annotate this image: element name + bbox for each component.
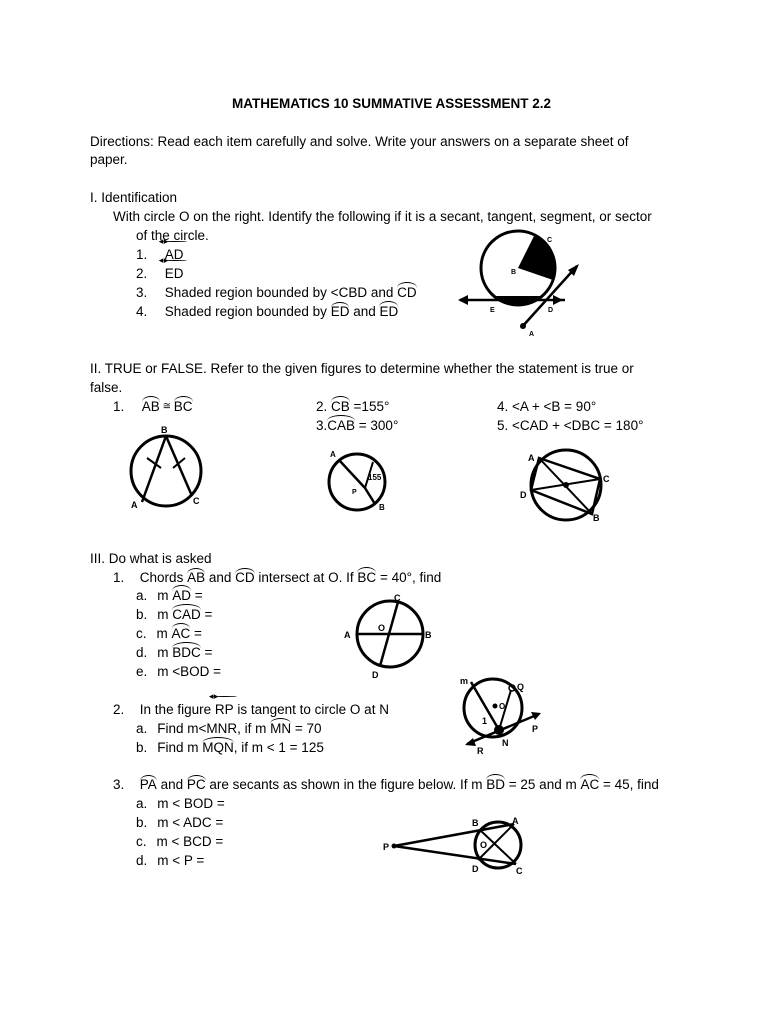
statement-text: = 300° (355, 418, 399, 433)
part3-heading: III. Do what is asked (90, 551, 212, 566)
arc-symbol: BC (357, 570, 377, 585)
q1-text-3: intersect at O. If (254, 570, 358, 585)
item-number: 1. (113, 570, 125, 585)
congruent-symbol: ≅ (159, 401, 174, 412)
item-number: 2. (113, 702, 125, 717)
q2-text-1: In the figure (139, 702, 215, 717)
directions-line-1: Directions: Read each item carefully and solve. Write your answers on a separate sheet of (90, 134, 629, 149)
q3-item-d: d. m < P = (136, 853, 205, 868)
arc-symbol: CB (331, 399, 350, 414)
q2-prompt (113, 702, 389, 718)
arc-symbol: BDC (172, 645, 201, 660)
fig-label-a: A (512, 816, 519, 826)
fig-label-p: P (352, 489, 357, 496)
item-number: 1. (113, 399, 125, 414)
part1-intro-1: With circle O on the right. Identify the following if it is a secant, tangent, segment, or sector (113, 209, 652, 224)
fig-label-b: B (472, 818, 479, 828)
item-number: 3. (113, 777, 125, 792)
part1-item-4 (136, 304, 398, 320)
line-symbol: RP ◂ ▸ (215, 702, 234, 718)
item-text: Shaded region bounded by <CBD and (164, 285, 398, 300)
q1-item-d: d. m BDC = (136, 645, 213, 660)
figure-circle-o-identification (455, 228, 595, 340)
q1-item-a: a. m AD = (136, 588, 203, 603)
q3-text-3: = 25 and m (505, 777, 581, 792)
figure-tf-3 (515, 448, 615, 522)
part1-item-3 (136, 285, 417, 301)
fig-label-b: B (593, 513, 600, 523)
arc-symbol: AC (171, 626, 191, 641)
q1-text-4: = 40°, find (376, 570, 442, 585)
q3-item-c: c. m < BCD = (136, 834, 224, 849)
arc-symbol: AB (141, 399, 160, 414)
q2-item-b: b. Find m MQN, if m < 1 = 125 (136, 740, 324, 755)
fig-label-d: D (472, 864, 479, 874)
fig-label-m: m (460, 676, 469, 686)
item-number: 3. (316, 418, 328, 433)
q3-text-1: and (156, 777, 187, 792)
segment-symbol: ED (330, 304, 350, 319)
q3-item-a: a. m < BOD = (136, 796, 225, 811)
item-number: 4. (136, 304, 148, 319)
arc-symbol: ED (379, 304, 399, 319)
tf-statement-2 (316, 399, 389, 415)
fig-label-c: C (193, 496, 200, 506)
statement-text: =155° (349, 399, 390, 414)
line-symbol: ED ◂ ▸ (165, 266, 184, 282)
q2-text-2: is tangent to circle O at N (233, 702, 389, 717)
fig-label-d: D (372, 670, 379, 680)
arc-symbol: CD (397, 285, 417, 300)
arc-symbol: MQN (202, 740, 234, 755)
part2-heading-2: false. (90, 380, 123, 395)
q1-text-1: Chords (139, 570, 188, 585)
fig-label-deg: 155 (368, 473, 382, 482)
q2-item-a: a. Find m<MNR, if m MN = 70 (136, 721, 322, 736)
fig-label-a: A (131, 500, 138, 510)
fig-label-r: R (477, 746, 484, 756)
item-text: Shaded region bounded by (164, 304, 331, 319)
q1-item-b: b. m CAD = (136, 607, 213, 622)
fig-label-d: D (520, 490, 527, 500)
fig-label-c: C (516, 866, 523, 876)
fig-label-c: C (603, 474, 610, 484)
arc-symbol: BD (486, 777, 506, 792)
figure-tf-1 (125, 422, 215, 514)
tf-statement-5: 5. <CAD + <DBC = 180° (497, 418, 644, 433)
fig-label-a: A (528, 453, 535, 463)
fig-label-p: P (383, 842, 390, 852)
item-number: 3. (136, 285, 148, 300)
fig-label-o: O (499, 702, 506, 711)
fig-label-p: P (532, 724, 539, 734)
fig-label-a: A (330, 450, 336, 459)
fig-label-o: O (378, 623, 386, 633)
arc-symbol: CAB (327, 418, 356, 433)
fig-label-b: B (511, 269, 517, 276)
fig-label-a: A (344, 630, 351, 640)
item-number: 1. (136, 247, 148, 262)
part1-intro-2: of the circle. (136, 228, 209, 243)
part1-heading: I. Identification (90, 190, 178, 205)
segment-symbol: CD (235, 570, 255, 585)
fig-label-b: B (161, 425, 168, 435)
q1-text-2: and (205, 570, 236, 585)
segment-symbol: PA (139, 777, 157, 792)
q3-prompt (113, 777, 659, 793)
q3-text-2: are secants as shown in the figure below. If m (205, 777, 487, 792)
tf-statement-1 (113, 399, 193, 415)
item-text-mid: and (349, 304, 380, 319)
fig-label-c: C (394, 593, 401, 603)
item-number: 2. (316, 399, 328, 414)
fig-label-b: B (379, 503, 385, 512)
arc-symbol: BC (173, 399, 193, 414)
figure-tf-2 (325, 446, 395, 516)
part2-heading-1: II. TRUE or FALSE. Refer to the given figures to determine whether the statement is true or (90, 361, 634, 376)
figure-q1-chords (340, 592, 440, 680)
arc-symbol: AD (172, 588, 192, 603)
q1-prompt (113, 570, 441, 586)
fig-label-e: E (490, 307, 495, 314)
figure-q3-secants (380, 810, 530, 880)
q1-item-e: e. m <BOD = (136, 664, 222, 679)
fig-label-1: 1 (482, 716, 488, 726)
segment-symbol: PC (186, 777, 206, 792)
q3-item-b: b. m < ADC = (136, 815, 224, 830)
fig-label-n: N (502, 738, 509, 748)
fig-label-c: C (547, 237, 553, 244)
figure-q2-tangent (455, 674, 555, 760)
tf-statement-4: 4. <A + <B = 90° (497, 399, 597, 414)
fig-label-a: A (529, 331, 535, 338)
arc-symbol: MN (270, 721, 292, 736)
fig-label-d: D (548, 307, 554, 314)
fig-label-o: O (480, 840, 488, 850)
segment-symbol: AB (187, 570, 206, 585)
page-title: MATHEMATICS 10 SUMMATIVE ASSESSMENT 2.2 (232, 96, 552, 111)
part1-item-2 (136, 266, 184, 282)
tf-statement-3 (316, 418, 398, 434)
fig-label-q: Q (517, 682, 525, 692)
arc-symbol: CAD (172, 607, 201, 622)
item-number: 2. (136, 266, 148, 281)
line-symbol: AD ◂ ▸ (165, 247, 184, 263)
q3-text-4: = 45, find (599, 777, 659, 792)
directions-line-2: paper. (90, 152, 128, 167)
fig-label-b: B (425, 630, 432, 640)
arc-symbol: AC (580, 777, 600, 792)
q1-item-c: c. m AC = (136, 626, 202, 641)
